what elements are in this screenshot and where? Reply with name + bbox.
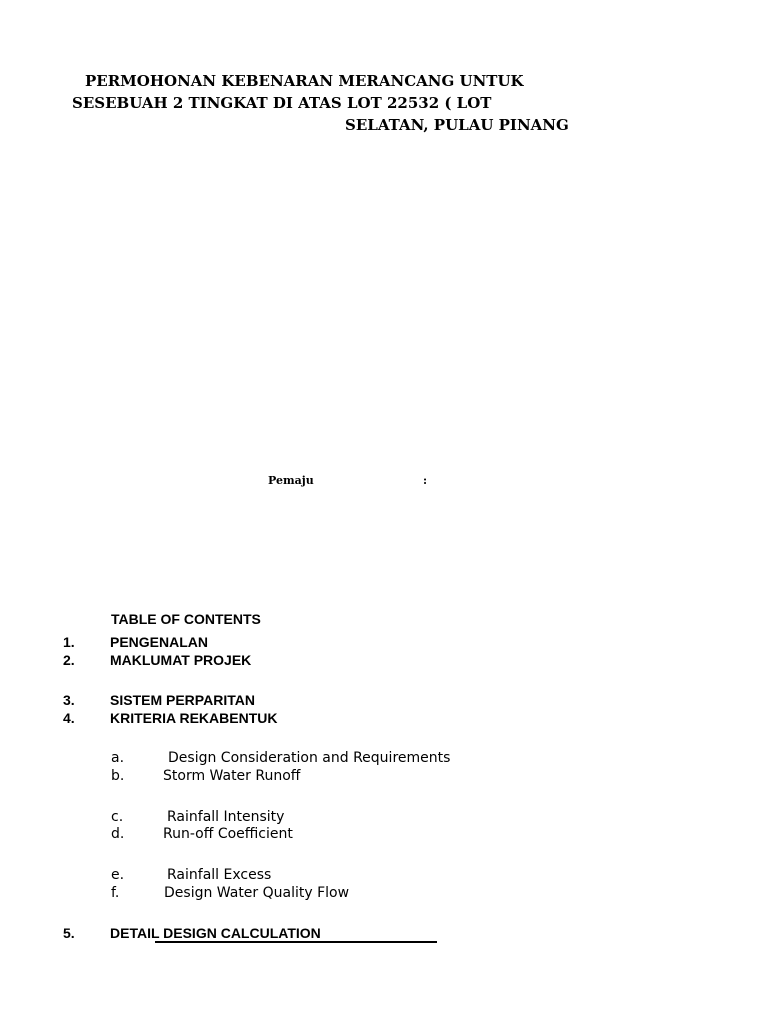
toc-subsection-letter: a.: [111, 750, 125, 766]
pemaju-colon: :: [423, 474, 428, 487]
toc-subsection-storm-water-runoff: Storm Water Runoff: [163, 768, 301, 784]
toc-section-sistem-perparitan: SISTEM PERPARITAN: [110, 692, 255, 708]
toc-heading: TABLE OF CONTENTS: [111, 611, 261, 627]
toc-section-number: 4.: [63, 710, 75, 726]
toc-section-detail-design-calculation: DETAIL DESIGN CALCULATION: [110, 925, 321, 941]
toc-subsection-design-consideration: Design Consideration and Requirements: [168, 750, 451, 766]
document-title-line-1: PERMOHONAN KEBENARAN MERANCANG UNTUK: [85, 72, 524, 90]
toc-subsection-letter: e.: [111, 867, 125, 883]
toc-section-number: 2.: [63, 652, 75, 668]
document-title-line-3: SELATAN, PULAU PINANG: [345, 116, 569, 134]
toc-subsection-letter: d.: [111, 826, 125, 842]
toc-subsection-letter: b.: [111, 768, 125, 784]
toc-section-pengenalan: PENGENALAN: [110, 634, 209, 650]
toc-subsection-rainfall-intensity: Rainfall Intensity: [167, 809, 285, 825]
toc-section-maklumat-projek: MAKLUMAT PROJEK: [110, 652, 252, 668]
document-title-line-2: SESEBUAH 2 TINGKAT DI ATAS LOT 22532 ( LOT: [72, 94, 492, 112]
pemaju-label: Pemaju: [268, 474, 314, 487]
underline-rule: [155, 941, 437, 943]
toc-subsection-letter: f.: [111, 885, 120, 901]
toc-subsection-runoff-coefficient: Run-off Coefficient: [163, 826, 293, 842]
toc-subsection-design-water-quality-flow: Design Water Quality Flow: [164, 885, 350, 901]
toc-section-number: 1.: [63, 634, 75, 650]
toc-subsection-rainfall-excess: Rainfall Excess: [167, 867, 272, 883]
toc-section-number: 3.: [63, 692, 75, 708]
toc-subsection-letter: c.: [111, 809, 124, 825]
toc-section-number: 5.: [63, 925, 75, 941]
toc-section-kriteria-rekabentuk: KRITERIA REKABENTUK: [110, 710, 278, 726]
